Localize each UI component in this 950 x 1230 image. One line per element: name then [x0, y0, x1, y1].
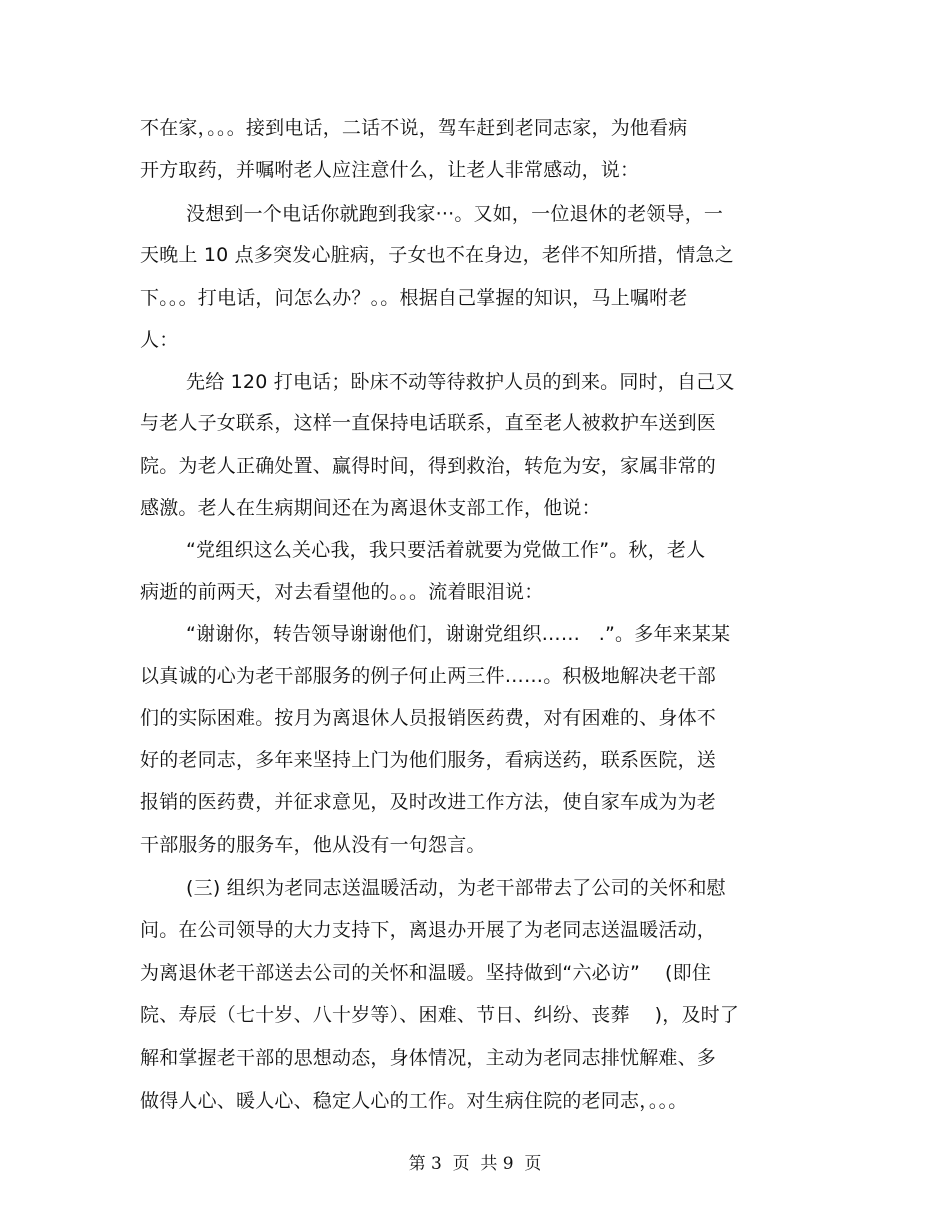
- text-line: 病逝的前两天，对去看望他的。。。流着眼泪说：: [140, 581, 544, 603]
- text-line: 感激。老人在生病期间还在为离退休支部工作，他说：: [140, 497, 601, 519]
- text-line: “谢谢你，转告领导谢谢他们，谢谢党组织…… .”。多年来某某: [186, 623, 731, 645]
- text-line: (三) 组织为老同志送温暖活动，为老干部带去了公司的关怀和慰: [186, 877, 726, 899]
- text-line: 开方取药，并嘱咐老人应注意什么，让老人非常感动，说：: [140, 159, 640, 181]
- text-line: 院、寿辰（七十岁、八十岁等）、困难、节日、纠纷、丧葬 )，及时了: [140, 1004, 740, 1026]
- text-line: 好的老同志，多年来坚持上门为他们服务，看病送药，联系医院，送: [140, 749, 717, 771]
- text-line: 报销的医药费，并征求意见，及时改进工作方法，使自家车成为为老: [140, 791, 717, 813]
- text-line: 干部服务的服务车，他从没有一句怨言。: [140, 834, 486, 856]
- text-line: 以真诚的心为老干部服务的例子何止两三件……。积极地解决老干部: [140, 665, 717, 687]
- text-line: 天晚上 10 点多突发心脏病，子女也不在身边，老伴不知所措，情急之: [140, 244, 734, 266]
- text-line: 没想到一个电话你就跑到我家···。又如，一位退休的老领导，一: [186, 203, 724, 225]
- text-line: 问。在公司领导的大力支持下，离退办开展了为老同志送温暖活动，: [140, 919, 717, 941]
- text-line: 解和掌握老干部的思想动态，身体情况，主动为老同志排忧解难、多: [140, 1047, 717, 1069]
- page-number-footer: 第 3 页 共 9 页: [408, 1154, 542, 1174]
- text-line: 们的实际困难。按月为离退休人员报销医药费，对有困难的、身体不: [140, 707, 717, 729]
- text-line: 院。为老人正确处置、赢得时间，得到救治，转危为安，家属非常的: [140, 455, 717, 477]
- text-line: 先给 120 打电话；卧床不动等待救护人员的到来。同时，自己又: [186, 371, 735, 393]
- text-line: 与老人子女联系，这样一直保持电话联系，直至老人被救护车送到医: [140, 412, 717, 434]
- text-line: 做得人心、暖人心、稳定人心的工作。对生病住院的老同志，。。。: [140, 1090, 688, 1112]
- text-line: 下。。。打电话，问怎么办？。。根据自己掌握的知识，马上嘱咐老: [140, 287, 688, 309]
- text-line: 人：: [140, 329, 179, 351]
- text-line: 为离退休老干部送去公司的关怀和温暖。坚持做到“六必访” (即住: [140, 962, 712, 984]
- text-line: 不在家，。。。接到电话，二话不说，驾车赶到老同志家，为他看病: [140, 117, 688, 139]
- text-line: “党组织这么关心我，我只要活着就要为党做工作”。秋，老人: [186, 539, 706, 561]
